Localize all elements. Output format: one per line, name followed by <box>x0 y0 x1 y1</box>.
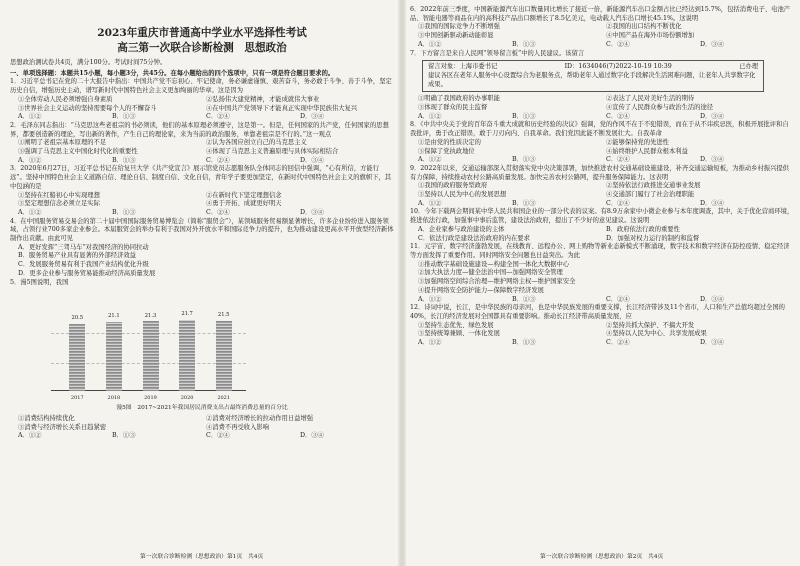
choice: B．①③ <box>512 295 536 303</box>
statement: ②表达了人民对美好生活的期待 <box>606 95 695 103</box>
statement: ③加强网络空间综合治理—维护网络主权—维护国家安全 <box>418 278 576 286</box>
question-stem: 11．元宇宙、数字经济蓬勃发展，在线教育、远程办公、网上购物等新业态新模式不断涌现，数字技术和数字经济在防控疫情、稳定经济等方面发挥了重要作用。同时网络安全问题也日益突出。为此 <box>410 243 790 259</box>
exam-subtitle: 高三第一次联合诊断检测 思想政治 <box>117 42 287 54</box>
choice: C．②④ <box>206 208 230 216</box>
message-board-box <box>422 60 764 92</box>
choice: B．①③ <box>112 113 136 121</box>
statement: ①阐明了老祖宗基本原理的不足 <box>18 139 107 147</box>
choice: A．①② <box>18 156 42 164</box>
question-stem: 2．毛泽东同志指出：“马克思这些老祖宗的书必须读，他们的基本原理必须遵守，这是第一。但是，任何国家的共产党，任何国家的思想界，都要创造新的理论，写出新的著作，产生自己的理论家，来为当前的政治服务，单靠老祖宗是不行的。”这一观点 <box>10 121 389 138</box>
message-status: 已办理 <box>739 63 758 71</box>
x-tick-label: 2020 <box>180 394 194 401</box>
bar-value-label: 21.3 <box>144 312 157 319</box>
question-stem: 12．诗词中说，长江，是中华民族的母亲河，也是中华民族发展的重要支撑，长江经济带涉及11个省市，人口和生产总值均超过全国的40%，长江的经济发展对全国都具有重要影响。推动长江经济带高质量发展，应 <box>410 304 785 320</box>
chart-bar-2019 <box>143 321 159 391</box>
x-tick-label: 2019 <box>144 394 157 401</box>
question-9 <box>410 165 794 209</box>
choice: B．①③ <box>512 112 536 120</box>
choice: C．依法行政是建设法治政府的内在要求 <box>418 234 530 242</box>
choice: C．发展服务贸易有利于我国产业结构优化升级 <box>18 261 149 269</box>
statement: ①是由党的性质决定的 <box>418 138 481 146</box>
statement: ③中国创新驱动新动能彰显 <box>418 32 494 40</box>
choice: B．政府依法行政的重要性 <box>606 225 680 233</box>
statement: ④坚持以人民为中心、共享发展成果 <box>606 330 707 338</box>
choice: D．③④ <box>700 339 724 347</box>
statement-options <box>410 261 794 296</box>
statement: ②认为各国应创立自己的马克思主义 <box>206 139 307 147</box>
statement: ③强调了马克思主义中国化时代化的重要性 <box>18 148 138 156</box>
choice: D．加强对权力运行的制约和监督 <box>606 234 700 242</box>
statement: ④在中国共产党领导下才能真正实现中华民族伟大复兴 <box>206 104 358 112</box>
statement: ②加大执法力度—健全法治中国—加强网络安全管理 <box>418 269 563 277</box>
section-heading: 一、单项选择题：本题共15小题，每小题3分，共45分。在每小题给出的四个选项中，只有一项是符合题目要求的。 <box>10 69 335 77</box>
choice: D．③④ <box>700 295 724 303</box>
bar-value-label: 20.5 <box>71 315 84 322</box>
choice: A．①② <box>418 295 442 303</box>
choice: C．②④ <box>206 113 230 121</box>
choice: C．②④ <box>606 339 630 347</box>
statement: ①明确了我国政府的办事职能 <box>418 95 500 103</box>
choice: B．服务贸易产业具有显著的外部经济效益 <box>18 252 136 260</box>
statement: ④始终维护人民群众根本利益 <box>606 147 688 155</box>
choice: D．③④ <box>700 199 724 207</box>
choice: C．②④ <box>606 199 630 207</box>
choice: A．①② <box>418 339 442 347</box>
statement: ①我国的国际竞争力不断增强 <box>418 23 500 31</box>
statement-options <box>410 139 794 156</box>
choice: A．①② <box>18 113 42 121</box>
right-page <box>410 6 794 348</box>
statement: ②能够保持党的先进性 <box>606 138 669 146</box>
question-stem: 9．2022年以来，交通运输部深入贯彻落实党中央决策部署，加快推进农村交通基础设施建设，补齐交通运输短板，为推动乡村振兴提供有力保障，持续推动农村公路高质量发展。加快完善农村公路网，提升服务保障能力。这表明 <box>410 164 789 181</box>
statement: ④交通部门履行了社会治理职能 <box>606 191 695 199</box>
choice: D．③④ <box>700 40 724 48</box>
statement: ①坚持生态优先、绿色发展 <box>418 321 494 329</box>
bar-value-label: 21.7 <box>181 311 193 318</box>
statement-options <box>10 192 394 209</box>
consumption-bar-chart <box>45 289 250 404</box>
choice: B．①③ <box>512 40 536 48</box>
statement-options <box>410 182 794 199</box>
choice: A．①② <box>18 208 42 216</box>
question-stem: 8．《中共中央关于党的百年奋斗重大成就和历史经验的决议》强调，党的作风不在于不犯错误，而在于从不讳疾忌医，积极开展批评和自我批评，勇于改正错误，敢于刀刃向内、自我革命。我们党因此能不断发展壮大。自我革命 <box>410 121 789 138</box>
question-12 <box>410 304 794 348</box>
exam-title: 2023年重庆市普通高中学业水平选择性考试 <box>97 27 307 39</box>
choice: C．②④ <box>206 432 230 440</box>
choice-list <box>410 226 794 243</box>
choice: C．②④ <box>606 40 630 48</box>
choice: C．②④ <box>606 156 630 164</box>
statement-options <box>410 322 794 339</box>
choice: D．更多企业参与服务贸易能推动经济高质量发展 <box>18 269 156 277</box>
statement: ①我国的政府服务型政府 <box>418 182 488 190</box>
page-footer-right: 第一次联合诊断检测（思想政治）第2页 共4页 <box>540 554 664 560</box>
statement-options <box>10 139 394 156</box>
exam-note: 思想政治测试卷共4页，满分100分。考试时间75分钟。 <box>10 59 167 66</box>
choice: B．①③ <box>512 199 536 207</box>
statement: ②坚持依法行政推进交通事业发展 <box>606 182 701 190</box>
choice: D．③④ <box>300 113 324 121</box>
choice: A．更好发挥“三驾马车”对我国经济的协同拉动 <box>18 243 149 251</box>
message-body: 建议各区在老年人服务中心设置综合为老服务点，帮助老年人通过数字化手段解决生活困难问题，让老年人共享数字化成果。 <box>428 71 756 88</box>
statement: ③世界社会主义运动的坚持需要每个人的不懈奋斗 <box>18 104 157 112</box>
statement-options <box>410 95 794 112</box>
choice: C．②④ <box>206 156 230 164</box>
question-10 <box>410 208 794 243</box>
question-8 <box>410 121 794 165</box>
x-tick-label: 2021 <box>217 394 231 401</box>
answer-choices <box>410 156 794 165</box>
answer-choices <box>10 113 394 122</box>
choice: A．①② <box>18 432 42 440</box>
message-header <box>428 63 758 72</box>
choice: B．①③ <box>112 208 136 216</box>
question-2 <box>10 122 394 166</box>
statement: ②在新时代下坚定理想信念 <box>206 191 282 199</box>
answer-choices <box>10 209 394 218</box>
choice: C．②④ <box>606 112 630 120</box>
question-11 <box>410 243 794 304</box>
statement: ④勇于开拓、成就更好明天 <box>206 200 282 208</box>
question-5 <box>10 279 394 442</box>
choice: A．①② <box>418 156 442 164</box>
choice: B．①③ <box>512 339 536 347</box>
question-stem: 10．今年下载两会期间某中华人民共和国企业的一部分代表的议案。有8.9万余家中小微企业参与本年度调查，其中，关于优化营商环境，推进依法行政，加强事中事后监管，建设法治政府，提出了不少好的意见建议。这说明 <box>410 208 794 225</box>
statement: ③坚持统筹兼顾、一体化发展 <box>418 330 500 338</box>
question-3 <box>10 165 394 217</box>
statement-options <box>10 415 394 432</box>
answer-choices <box>410 41 794 50</box>
statement: ①消费结构持续优化 <box>18 414 75 422</box>
bar-value-label: 21.5 <box>217 312 230 319</box>
question-stem: 5．漫5图说明，我国 <box>10 278 69 286</box>
message-id: ID：1634046(7)2022-10-19 10:39 <box>564 63 672 71</box>
statement-options <box>410 23 794 40</box>
choice: A．①② <box>418 40 442 48</box>
choice: D．③④ <box>300 432 324 440</box>
bar-value-label: 21.1 <box>108 313 120 320</box>
statement: ①推动数字基础设施建设—构建全国一体化大数据中心 <box>418 260 570 268</box>
chart-bar-2018 <box>106 322 122 391</box>
statement: ①坚持在红船初心中实现理想 <box>18 191 100 199</box>
question-stem: 4．在中国服务贸易交易会的第二十届中国国际服务贸易博览会（简称“服贸会”），某领域服务贸易额显著增长，许多企业纷纷进入服务领域，占领行业700多家企业参会。本届服贸会的举办有利于我国对外开放水平和国际竞争力的提升，也为推动建设更高水平开放型经济新体制作出贡献。由此可见 <box>10 217 394 243</box>
chart-bar-2020 <box>179 320 195 391</box>
choice: D．③④ <box>700 112 724 120</box>
choice: D．③④ <box>300 208 324 216</box>
choice: C．②④ <box>606 295 630 303</box>
question-6 <box>410 6 794 50</box>
choice: B．①③ <box>112 156 136 164</box>
statement: ②弘扬伟大建党精神，才能成就伟大事业 <box>206 95 320 103</box>
left-page <box>10 6 394 441</box>
x-tick-label: 2018 <box>107 394 121 401</box>
answer-choices <box>410 296 794 305</box>
choice: A．①② <box>418 112 442 120</box>
answer-choices <box>410 339 794 348</box>
choice: D．③④ <box>300 156 324 164</box>
question-7 <box>410 50 794 122</box>
question-stem: 1．习近平总书记在党的二十大报告中指出：中国共产党不忘初心、牢记使命，务必谦虚谨慎、艰苦奋斗，务必敢于斗争、善于斗争，坚定历史自信，增强历史主动，谱写新时代中国特色社会主义更加绚丽的华章。这是因为 <box>10 78 392 95</box>
choice-list <box>10 244 394 279</box>
question-stem: 7．下方留言是来自人民网“领导留言板”中的人民建议。该留言 <box>410 49 585 57</box>
statement-options <box>10 96 394 113</box>
statement: ②我国的出口结构不断优化 <box>606 23 682 31</box>
statement: ③坚持以人民为中心的发展思想 <box>418 191 507 199</box>
chart-caption: 漫5图 2017~2021年我国居民消费支出占最终消费总量的百分比 <box>116 405 288 412</box>
page-fold <box>398 0 406 566</box>
question-4 <box>10 218 394 279</box>
question-stem: 6．2022年前三季度，中国新能源汽车出口数量同比增长了接近一倍，新能源汽车出口金额占比已经达到15.7%，包括消费电子、电池产品、智能电器等商品在内的高科技产品出口额增长了8.5亿美元，电动载人汽车出口增长45.1%。这说明 <box>410 6 791 22</box>
chart-bar-2017 <box>69 324 85 391</box>
statement: ④宣传了人民群众参与政治生活的途径 <box>606 104 714 112</box>
choice: D．③④ <box>700 156 724 164</box>
statement: ③坚定理想信念必须立足实际 <box>18 200 100 208</box>
answer-choices <box>10 432 394 441</box>
message-target: 留言对象：上海市委书记 <box>428 63 498 71</box>
statement: ③体现了群众的民主监督 <box>418 104 488 112</box>
choice: A．①② <box>418 199 442 207</box>
statement: ③保障了党执政地位 <box>418 147 475 155</box>
page-footer-left: 第一次联合诊断检测（思想政治）第1页 共4页 <box>140 554 264 560</box>
question-stem: 3．2020年6月27日，习近平总书记在给复旦大学《共产党宣言》展示馆党员志愿服务队全体同志的回信中强调，“心有所信，方能行远”。坚持中国特色社会主义道路自信、理论自信、制度自信、文化自信，青年学子要更加坚定，在新时代中国特色社会主义的旗帜下，其中包涵的是 <box>10 165 392 190</box>
statement: ④提升网络安全防护能力—保障数字经济发展 <box>418 286 544 294</box>
choice: A．企业家参与政治建设的主体 <box>418 225 505 233</box>
statement: ④消费不再受收入影响 <box>206 423 269 431</box>
statement: ②消费对经济增长的拉动作用日益增强 <box>206 414 314 422</box>
statement: ②坚持共抓大保护、不搞大开发 <box>606 321 695 329</box>
x-tick-label: 2017 <box>70 394 84 401</box>
statement: ④中国产品在海外市场份额增加 <box>606 32 695 40</box>
statement: ①全体劳动人民必须增强自身素质 <box>18 95 113 103</box>
statement: ④体现了马克思主义普遍原理与具体实际相结合 <box>206 148 339 156</box>
question-1 <box>10 78 394 122</box>
statement: ③消费与经济增长关系日趋紧密 <box>18 423 107 431</box>
choice: B．①③ <box>112 432 136 440</box>
choice: B．①③ <box>512 156 536 164</box>
chart-bar-2021 <box>216 321 232 392</box>
